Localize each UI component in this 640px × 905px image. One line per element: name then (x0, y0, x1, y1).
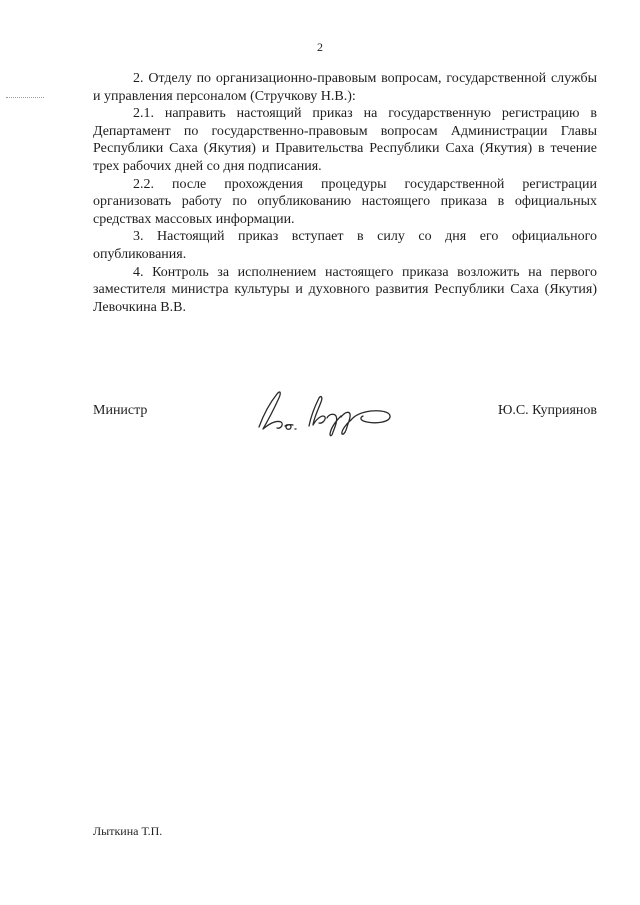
signatory-name: Ю.С. Куприянов (497, 403, 597, 418)
page-number: 2 (317, 40, 323, 54)
handwritten-signature (251, 380, 401, 440)
paragraph-item-4: 4. Контроль за исполнением настоящего приказа возложить на первого заместителя министра культуры и духовного развития Республики Саха (Якутия) Левочкина В.В. (93, 264, 597, 315)
scan-margin-mark (6, 97, 44, 98)
paragraph-item-2: 2. Отделу по организационно-правовым вопросам, государственной службы и управления персоналом (Стручкову Н.В.): (93, 71, 597, 104)
executor-name: Лыткина Т.П. (93, 824, 163, 838)
document-body (93, 70, 597, 316)
paragraph-item-2-2: 2.2. после прохождения процедуры государственной регистрации организовать работу по опубликованию настоящего приказа в официальных средствах массовых информации. (93, 176, 597, 227)
signatory-position: Министр (93, 403, 148, 418)
signature-drawing (251, 380, 401, 440)
paragraph-item-3: 3. Настоящий приказ вступает в силу со дня его официального опубликования. (93, 229, 597, 262)
paragraph-item-2-1: 2.1. направить настоящий приказ на государственную регистрацию в Департамент по государственно-правовым вопросам Администрации Главы Республики Саха (Якутия) и Правительства Республики Саха (Якутия) в течение трех рабочих дней со дня подписания. (93, 106, 597, 174)
signature-block (93, 380, 597, 440)
